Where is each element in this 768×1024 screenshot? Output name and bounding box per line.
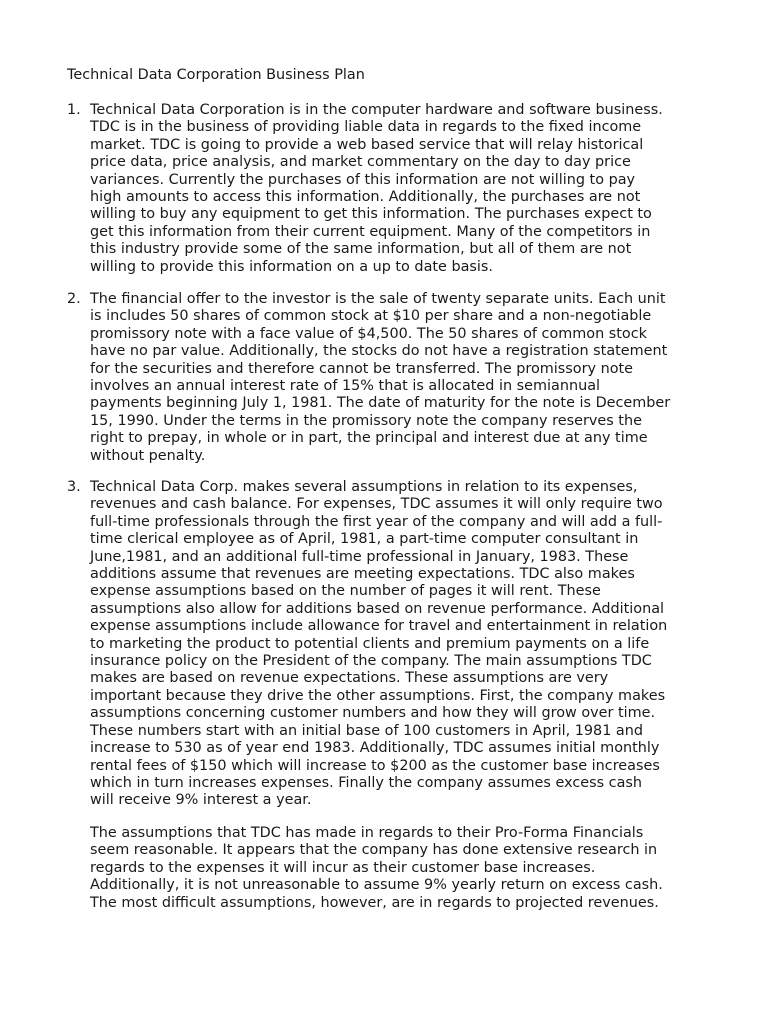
text-line: The assumptions that TDC has made in regards to their Pro-Forma Financials [90, 825, 644, 841]
text-line: this industry provide some of the same information, but all of them are not [90, 241, 632, 258]
text-line: variances. Currently the purchases of this information are not willing to pay [90, 171, 636, 188]
text-line: insurance policy on the President of the company. The main assumptions TDC [90, 653, 652, 670]
text-line: full-time professionals through the first year of the company and will add a full- [90, 513, 663, 530]
text-line: additions assume that revenues are meeting expectations. TDC also makes [90, 566, 635, 583]
text-line: will receive 9% interest a year. [90, 792, 312, 809]
list-item-number: 2. [67, 291, 81, 307]
list-item-text [90, 479, 707, 810]
text-line: The financial offer to the investor is the sale of twenty separate units. Each unit [90, 291, 666, 307]
text-line: without penalty. [90, 447, 206, 464]
list-item-3 [67, 479, 707, 810]
text-line: increase to 530 as of year end 1983. Additionally, TDC assumes initial monthly [90, 740, 660, 757]
text-line: regards to the expenses it will incur as their customer base increases. [90, 859, 596, 876]
text-line: revenues and cash balance. For expenses, TDC assumes it will only require two [90, 496, 663, 513]
text-line: market. TDC is going to provide a web based service that will relay historical [90, 136, 644, 153]
document-title: Technical Data Corporation Business Plan [67, 67, 365, 83]
text-line: These numbers start with an initial base of 100 customers in April, 1981 and [90, 722, 643, 739]
text-line: involves an annual interest rate of 15% that is allocated in semiannual [90, 378, 601, 395]
list-item-number: 3. [67, 479, 81, 495]
text-line: expense assumptions include allowance for travel and entertainment in relation [90, 618, 668, 635]
text-line: rental fees of $150 which will increase to $200 as the customer base increases [90, 757, 660, 774]
closing-paragraph [90, 825, 710, 912]
text-line: willing to buy any equipment to get this information. The purchases expect to [90, 206, 652, 223]
text-line: 15, 1990. Under the terms in the promissory note the company reserves the [90, 412, 642, 429]
text-line: to marketing the product to potential clients and premium payments on a life [90, 635, 650, 652]
list-item-number: 1. [67, 102, 81, 118]
text-line: is includes 50 shares of common stock at $10 per share and a non-negotiable [90, 308, 652, 325]
text-line: Technical Data Corporation is in the computer hardware and software business. [90, 102, 663, 118]
text-line: high amounts to access this information. Additionally, the purchases are not [90, 189, 641, 206]
text-line: seem reasonable. It appears that the company has done extensive research in [90, 842, 658, 859]
text-line: important because they drive the other assumptions. First, the company makes [90, 687, 666, 704]
text-line: for the securities and therefore cannot be transferred. The promissory note [90, 360, 634, 377]
text-line: price data, price analysis, and market commentary on the day to day price [90, 154, 631, 171]
text-line: assumptions concerning customer numbers and how they will grow over time. [90, 705, 656, 722]
text-line: makes are based on revenue expectations. These assumptions are very [90, 670, 609, 687]
text-line: promissory note with a face value of $4,500. The 50 shares of common stock [90, 325, 647, 342]
text-line: get this information from their current equipment. Many of the competitors in [90, 223, 651, 240]
text-line: expense assumptions based on the number of pages it will rent. These [90, 583, 601, 600]
text-line: right to prepay, in whole or in part, the principal and interest due at any time [90, 430, 648, 447]
list-item-1 [67, 102, 707, 276]
text-line: have no par value. Additionally, the stocks do not have a registration statement [90, 343, 668, 360]
text-line: payments beginning July 1, 1981. The date of maturity for the note is December [90, 395, 671, 412]
text-line: TDC is in the business of providing liable data in regards to the fixed income [90, 119, 642, 136]
text-line: The most difficult assumptions, however, are in regards to projected revenues. [90, 894, 659, 911]
text-line: willing to provide this information on a up to date basis. [90, 258, 493, 275]
text-line: June,1981, and an additional full-time professional in January, 1983. These [90, 548, 629, 565]
text-line: Technical Data Corp. makes several assumptions in relation to its expenses, [90, 479, 638, 495]
list-item-2 [67, 291, 707, 465]
text-line: time clerical employee as of April, 1981, a part-time computer consultant in [90, 531, 639, 548]
text-line: Additionally, it is not unreasonable to assume 9% yearly return on excess cash. [90, 877, 663, 894]
text-line: which in turn increases expenses. Finally the company assumes excess cash [90, 774, 643, 791]
list-item-text [90, 102, 707, 276]
list-item-text [90, 291, 707, 465]
text-line: assumptions also allow for additions based on revenue performance. Additional [90, 600, 665, 617]
